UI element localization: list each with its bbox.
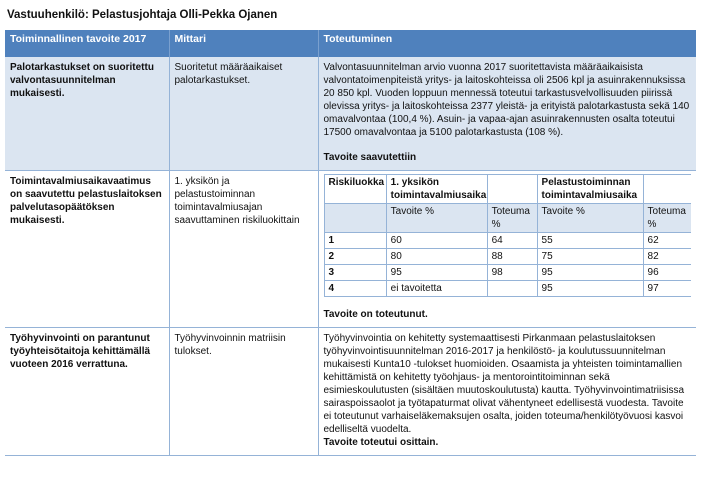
rescue-target: 95 [537,265,643,281]
rescue-target: 75 [537,249,643,265]
goal-cell: Palotarkastukset on suoritettu valvontasuunnitelman mukaisesti. [5,57,169,171]
goals-table [5,30,696,456]
unit1-actual: 88 [487,249,537,265]
inner-data-row [324,233,691,249]
rescue-target: 95 [537,281,643,297]
metric-cell: Suoritetut määräaikaiset palotarkastukset. [169,57,318,171]
table-header-row [5,30,696,57]
table-row [5,328,696,456]
unit1-target: ei tavoitetta [386,281,487,297]
risk-class-header: Riskiluokka [324,175,386,204]
response-time-table [324,174,692,297]
result-text: Valvontasuunnitelman arvio vuonna 2017 suoritettavista määräaikaisista valvontatoimenpiteistä yritys- ja laitoskohteissa oli 2506 kpl ja asuinrakennuksissa 20 850 kpl. Vuoden loppuun mennessä toteutui tarkastusvelvollisuuden piirissä olevissa yritys- ja laitoskohteissa 2377 yleistä- ja erityistä palotarkastusta sekä 140 omavalvontaa (100,4 %). Asuin- ja vapaa-ajan asuinrakennusten osalta toteutui 17500 omavalvontaa ja 5100 palotarkastusta (108 %). [323,62,690,138]
metric-cell: 1. yksikön ja pelastustoiminnan toimintavalmiusajan saavuttaminen riskiluokittain [169,171,318,328]
table-row [5,171,696,328]
goal-cell: Toimintavalmiusaikavaatimus on saavutettu pelastuslaitoksen palvelutasopäätöksen mukaisesti. [5,171,169,328]
page-heading: Vastuuhenkilö: Pelastusjohtaja Olli-Pekka Ojanen [7,9,278,21]
inner-subheader-row [324,204,691,233]
unit1-target: 95 [386,265,487,281]
metric-cell: Työhyvinvoinnin matriisin tulokset. [169,328,318,456]
target-header: Tavoite % [386,204,487,233]
rescue-target: 55 [537,233,643,249]
unit1-actual: 98 [487,265,537,281]
inner-data-row [324,249,691,265]
result-cell [318,171,696,328]
inner-data-row [324,281,691,297]
rescue-response-header: Pelastustoiminnan toimintavalmiusaika [537,175,643,204]
rescue-actual: 82 [643,249,691,265]
result-cell [318,328,696,456]
unit1-target: 60 [386,233,487,249]
unit1-target: 80 [386,249,487,265]
inner-data-row [324,265,691,281]
result-summary: Tavoite on toteutunut. [323,309,428,320]
result-text: Työhyvinvointia on kehitetty systemaattisesti Pirkanmaan pelastuslaitoksen työhyvinvointisuunnitelman 2016-2017 ja henkilöstö- ja koulutussuunnitelman mukaisesti Kunta10 -tulokset huomioiden. Osaamista ja yhteisten toimintamallien kehittämistä on kehitetty työohjaus- ja mentorointitoiminnan sekä esimieskoulutusten (sisältäen muutoskoulutusta) kautta. Työhyvinvointimatriisissa sairaspoissaolot ja työtapaturmat olivat vähentyneet edellisestä vuodesta. Tavoite ei toteutunut varhaiseläkemaksujen osalta, joiden toteuma/henkilötyövuosi kasvoi edelliseltä vuodelta. [323,333,685,435]
unit1-actual: 64 [487,233,537,249]
result-cell [318,57,696,171]
unit1-response-header: 1. yksikön toimintavalmiusaika [386,175,487,204]
unit1-actual [487,281,537,297]
rescue-actual: 62 [643,233,691,249]
actual-header: Toteuma % [487,204,537,233]
column-header-result: Toteutuminen [318,30,696,57]
risk-class: 3 [324,265,386,281]
result-summary: Tavoite saavutettiin [323,152,417,163]
goal-cell: Työhyvinvointi on parantunut työyhteisötaitoja kehittämällä vuoteen 2016 verrattuna. [5,328,169,456]
table-row [5,57,696,171]
actual-header: Toteuma % [643,204,691,233]
risk-class: 4 [324,281,386,297]
inner-header-row [324,175,691,204]
column-header-metric: Mittari [169,30,318,57]
rescue-actual: 96 [643,265,691,281]
rescue-actual: 97 [643,281,691,297]
column-header-goal: Toiminnallinen tavoite 2017 [5,30,169,57]
result-summary: Tavoite toteutui osittain. [323,437,439,448]
risk-class: 2 [324,249,386,265]
risk-class: 1 [324,233,386,249]
target-header: Tavoite % [537,204,643,233]
